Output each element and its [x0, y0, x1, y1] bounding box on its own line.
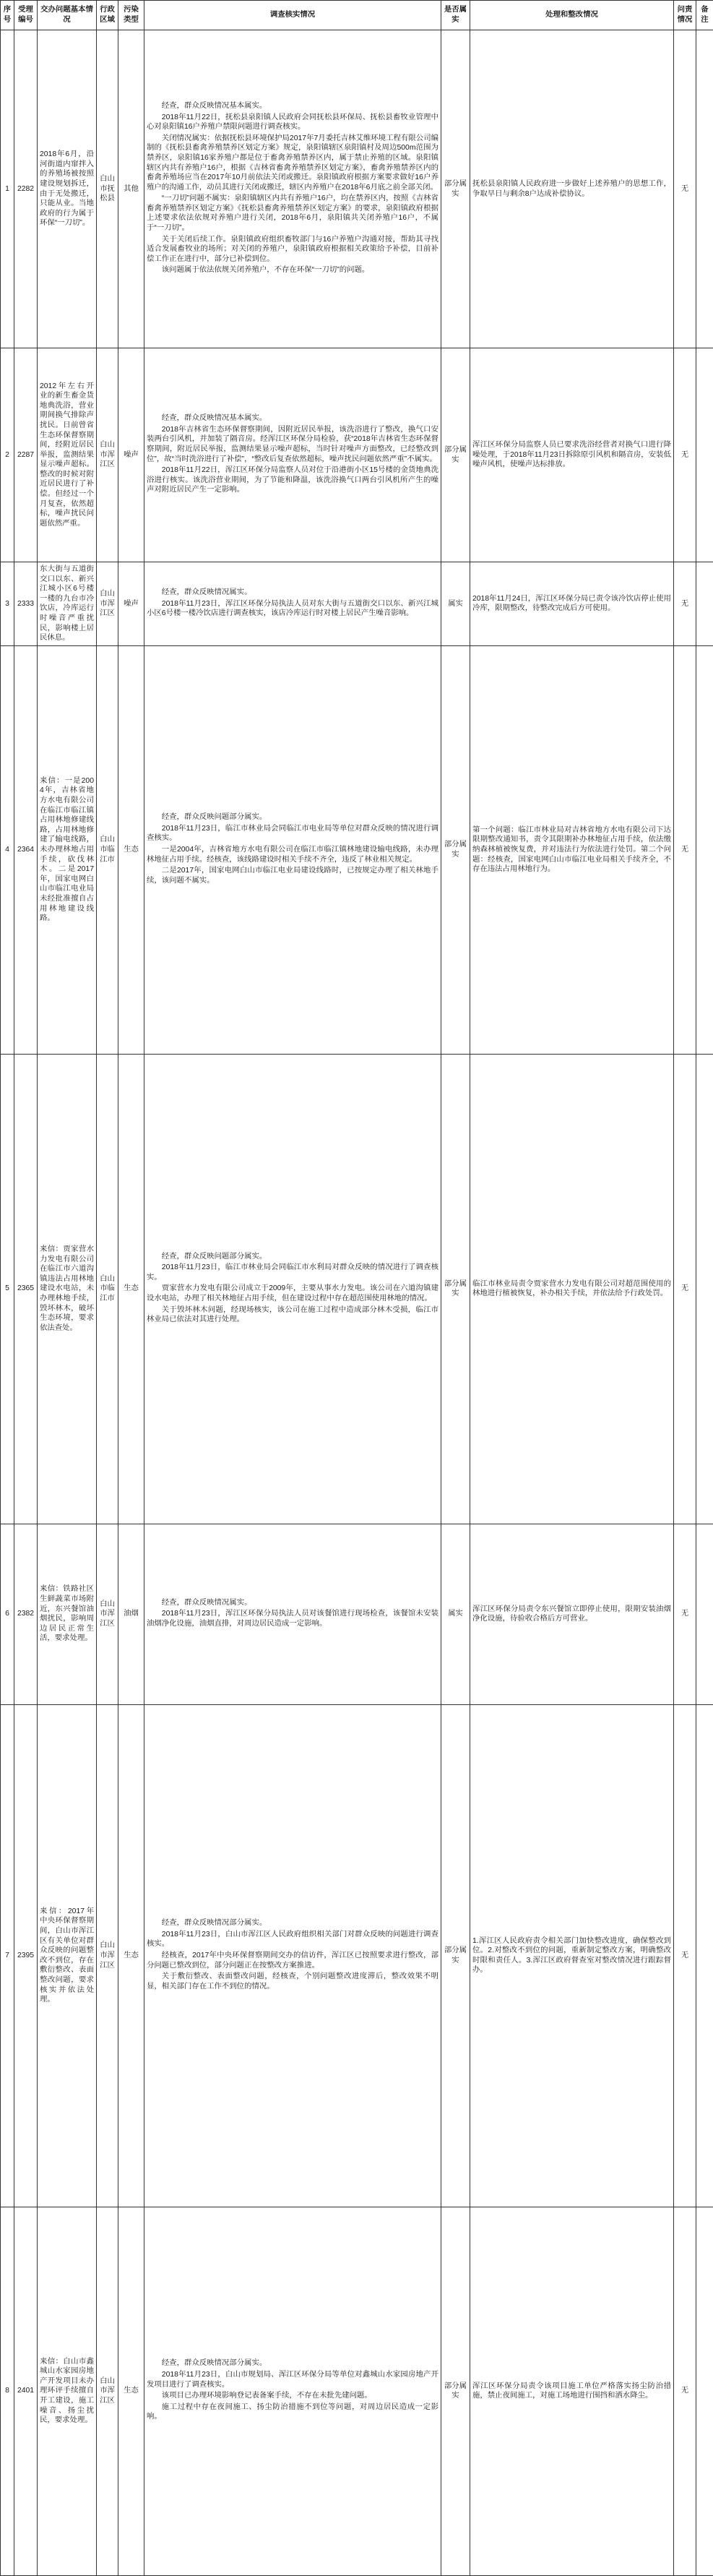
header-accountability: 问责情况 — [674, 1, 696, 30]
cell-findings — [144, 2207, 441, 2575]
header-verified: 是否属实 — [441, 1, 470, 30]
findings-paragraph: 经查，群众反映情况基本属实。 — [147, 101, 438, 111]
cell-id: 2365 — [14, 1054, 38, 1524]
cell-desc: 来信：白山市鑫城山水家园房地产开发项目未办理环评手续擅自开工建设，施工噪音、扬尘扰民，要求处理。 — [38, 2207, 97, 2575]
header-handling: 处理和整改情况 — [470, 1, 674, 30]
findings-paragraph: 二是2017年，国家电网白山市临江电业局建设线路时，已按规定办理了相关林地手续，该问题不属实。 — [147, 866, 438, 885]
findings-paragraph: 该项目已办理环境影响登记表备案手续，不存在未批先建问题。 — [147, 2391, 438, 2401]
cell-findings — [144, 562, 441, 646]
findings-paragraph: 经查，群众反映情况部分属实。 — [147, 2358, 438, 2369]
cell-handling: 2018年11月24日，浑江区环保分局已责令该冷饮店停止使用冷库，限期整改，待整改完成后方可使用。 — [470, 562, 674, 646]
cell-findings — [144, 30, 441, 348]
findings-paragraph: 关于毁坏林木问题，经现场核实，该公司在施工过程中造成部分林木受损，临江市林业局已依法对其进行处理。 — [147, 1305, 438, 1325]
cell-handling: 临江市林业局责令贾家营水力发电有限公司对超范围使用的林地进行植被恢复，补办相关手续，并依法给予行政处罚。 — [470, 1054, 674, 1524]
header-pollution: 污染类型 — [118, 1, 144, 30]
cell-handling: 浑江区环保分局责令该项目施工单位严格落实扬尘防治措施，禁止夜间施工，对施工场地进行围挡和洒水降尘。 — [470, 2207, 674, 2575]
findings-paragraph: 2018年11月22日，抚松县泉阳镇人民政府会同抚松县环保局、抚松县畜牧业管理中心对泉阳镇16户养殖户禁限问题进行调查核实。 — [147, 113, 438, 132]
cell-handling: 抚松县泉阳镇人民政府进一步做好上述养殖户的思想工作，争取早日与剩余8户达成补偿协议。 — [470, 30, 674, 348]
cell-accountability: 无 — [674, 1054, 696, 1524]
header-desc: 交办问题基本情况 — [38, 1, 97, 30]
cell-verified: 部分属实 — [441, 1054, 470, 1524]
cell-seq: 1 — [1, 30, 14, 348]
cell-remarks — [696, 562, 713, 646]
cell-region: 白山市浑江区 — [97, 1704, 118, 2207]
cell-pollution: 油烟 — [118, 1524, 144, 1704]
cell-id: 2333 — [14, 562, 38, 646]
findings-paragraph: 2018年11月23日，白山市规划局、浑江区环保分局等单位对鑫城山水家园房地产开发项目进行了调查核实。 — [147, 2370, 438, 2390]
findings-paragraph: 2018年吉林省生态环保督察期间，因附近居民举报，该洗浴进行了整改，换气口安装两台引风机，并加装了隔音房。经浑江区环保分局检验，获“2018年吉林省生态环保督察期间，附近居民举报，监测结果显示噪声超标，当时针对噪声方面整改，已经整改到位”，故“当时洗浴进行了补偿”，“整改后复查依然超标，噪声扰民问题依然严重”不属实。 — [147, 425, 438, 464]
findings-paragraph: 经查，群众反映问题部分属实。 — [147, 1252, 438, 1262]
cell-desc: 东大街与五道街交口以东、新兴江城小区6号楼一楼的九台市冷饮店，冷库运行时噪音严重扰民，影响楼上居民休息。 — [38, 562, 97, 646]
findings-paragraph: 经查，群众反映问题部分属实。 — [147, 812, 438, 823]
header-id: 受理编号 — [14, 1, 38, 30]
findings-paragraph: 经查，群众反映情况部分属实。 — [147, 1918, 438, 1928]
cell-handling: 浑江区环保分局监察人员已要求洗浴经营者对换气口进行降噪处理，于2018年11月23日拆除原引风机和隔音房，安装低噪声风机，使噪声达标排放。 — [470, 348, 674, 562]
cell-pollution: 生态 — [118, 1704, 144, 2207]
findings-paragraph: 该问题属于依法依规关闭养殖户，不存在环保“一刀切”的问题。 — [147, 265, 438, 275]
header-row — [1, 1, 713, 30]
findings-paragraph: 2018年11月23日，浑江区环保分局执法人员对东大街与五道街交口以东、新兴江城小区6号楼一楼冷饮店进行调查核实，该店冷库运行时对楼上居民产生噪音影响。 — [147, 599, 438, 619]
cell-findings — [144, 348, 441, 562]
findings-paragraph: 2018年11月23日，临江市林业局会同临江市水利局对群众反映的情况进行了调查核实。 — [147, 1263, 438, 1282]
findings-paragraph: 关于敷衍整改、表面整改问题，经核查，个别问题整改进度滞后，整改效果不明显，相关部门存在工作不到位的情况。 — [147, 1972, 438, 1991]
cell-remarks — [696, 645, 713, 1054]
findings-paragraph: 关于关闭后续工作。泉阳镇政府组织畜牧部门与16户养殖户沟通对接，帮助其寻找适合发展畜牧业的场所；对关闭的养殖户，泉阳镇政府根据相关政策给予补偿，目前补偿工作正在进行中，部分已补偿到位。 — [147, 235, 438, 265]
table-row — [1, 562, 713, 646]
cell-verified: 部分属实 — [441, 348, 470, 562]
cell-region: 白山市抚松县 — [97, 30, 118, 348]
cell-remarks — [696, 1704, 713, 2207]
cell-id: 2395 — [14, 1704, 38, 2207]
findings-paragraph: 贾家营水力发电有限公司成立于2009年，主要从事水力发电。该公司在六道沟镇建设水电站，办理了相关林地征占用手续，但在建设过程中存在超范围使用林地的情况。 — [147, 1284, 438, 1303]
cell-remarks — [696, 30, 713, 348]
cell-verified: 部分属实 — [441, 2207, 470, 2575]
findings-paragraph: 经查，群众反映情况属实。 — [147, 588, 438, 598]
cell-seq: 6 — [1, 1524, 14, 1704]
cell-seq: 5 — [1, 1054, 14, 1524]
cell-region: 白山市临江市 — [97, 645, 118, 1054]
findings-paragraph: 2018年11月23日，浑江区环保分局执法人员对该餐馆进行现场检查，该餐馆未安装油烟净化设施，油烟直排，对周边居民造成一定影响。 — [147, 1609, 438, 1628]
cell-findings — [144, 1524, 441, 1704]
cell-region: 白山市浑江区 — [97, 348, 118, 562]
cell-pollution: 生态 — [118, 1054, 144, 1524]
table-row — [1, 30, 713, 348]
findings-paragraph: 经查，群众反映情况属实。 — [147, 1598, 438, 1608]
cell-id: 2364 — [14, 645, 38, 1054]
cell-remarks — [696, 348, 713, 562]
cell-remarks — [696, 1524, 713, 1704]
cell-desc: 2018年6月，沿河街道内窜拌入的养殖场被按照建设规划拆迁，由于无处搬迁，只能从业。当地政府的行为属于环保“一刀切”。 — [38, 30, 97, 348]
cell-findings — [144, 645, 441, 1054]
findings-paragraph: 2018年11月22日，浑江区环保分局监察人员对位于沿港街小区15号楼的金货地典洗浴进行核实。该洗浴营业期间，为了节能和降温，该洗浴换气口两台引风机所产生的噪声对附近居民产生一定影响。 — [147, 465, 438, 495]
cell-verified: 部分属实 — [441, 30, 470, 348]
table-row — [1, 2207, 713, 2575]
cell-seq: 4 — [1, 645, 14, 1054]
cell-handling: 1.浑江区人民政府责令相关部门加快整改进度，确保整改到位。2.对整改不到位的问题，重新制定整改方案，明确整改时限和责任人。3.浑江区政府督查室对整改情况进行跟踪督办。 — [470, 1704, 674, 2207]
cell-findings — [144, 1054, 441, 1524]
cell-desc: 来信：2017年中央环保督察期间，白山市浑江区有关单位对群众反映的问题整改不到位，存在敷衍整改、表面整改问题，要求核实并依法处理。 — [38, 1704, 97, 2207]
cell-desc: 2012年左右开业的新生畜金货地典洗浴，营业期间换气排除声扰民。日前曾省生态环保督察期间，经附近居民举报，监测结果显示噪声超标。整改的时候对附近居民进行了补偿。但经过一个月复查，依然超标，噪声扰民问题依然严重。 — [38, 348, 97, 562]
cell-verified: 属实 — [441, 1524, 470, 1704]
cell-id: 2382 — [14, 1524, 38, 1704]
cell-verified: 部分属实 — [441, 645, 470, 1054]
cell-desc: 来信：贾家营水力发电有限公司在临江市六道沟镇违法占用林地建设水电站，未办理林地手续，毁坏林木，破坏生态环境，要求依法查处。 — [38, 1054, 97, 1524]
cell-accountability: 无 — [674, 562, 696, 646]
cell-verified: 部分属实 — [441, 1704, 470, 2207]
table-row — [1, 348, 713, 562]
cell-region: 白山市浑江区 — [97, 2207, 118, 2575]
cell-pollution: 生态 — [118, 2207, 144, 2575]
findings-paragraph: 经核查，2017年中央环保督察期间交办的信访件，浑江区已按照要求进行整改，部分问题已整改到位，部分问题正在按整改方案推进。 — [147, 1951, 438, 1970]
cell-findings — [144, 1704, 441, 2207]
header-remarks: 备注 — [696, 1, 713, 30]
cell-seq: 8 — [1, 2207, 14, 2575]
header-findings: 调查核实情况 — [144, 1, 441, 30]
findings-paragraph: 经查，群众反映情况基本属实。 — [147, 413, 438, 424]
table-row — [1, 1054, 713, 1524]
cell-seq: 7 — [1, 1704, 14, 2207]
cell-accountability: 无 — [674, 645, 696, 1054]
findings-paragraph: 2018年11月23日，临江市林业局会同临江市电业局等单位对群众反映的情况进行调查核实。 — [147, 824, 438, 843]
cell-accountability: 无 — [674, 30, 696, 348]
table-row — [1, 645, 713, 1054]
cell-desc: 来信：一是2004年，吉林省地方水电有限公司在临江市临江镇占用林地修建线路，占用林地修建了输电线路，未办理林地占用手续，砍伐林木。二是2017年，国家电网白山市临江电业局未经批准擅自占用林地建设线路。 — [38, 645, 97, 1054]
table-row — [1, 1524, 713, 1704]
header-region: 行政区域 — [97, 1, 118, 30]
findings-paragraph: 关闭情况属实：依据抚松县环境保护局2017年7月委托吉林艾维环境工程有限公司编制的《抚松县畜禽养殖禁养区划定方案》规定，泉阳镇辖区泉阳镇村及周边500m范围为禁养区，泉阳镇16家养殖户都是位于畜禽养殖禁养区内，属于禁止养殖的区域。泉阳镇辖区内共有养殖户16户，根据《吉林省畜禽养殖禁养区划定方案》，畜禽养殖禁养区内的畜禽养殖场应当在2017年10月前依法关闭或搬迁。泉阳镇政府根据方案要求做好16户养殖户的沟通工作，动员其进行关闭或搬迁，辖区内养殖户在2018年6月底之前全部关闭。 — [147, 134, 438, 193]
cell-pollution: 噪声 — [118, 562, 144, 646]
cell-desc: 来信：铁路社区生鲜蔬菜市场附近，东兴餐馆油烟扰民，影响周边居民正常生活，要求处理。 — [38, 1524, 97, 1704]
cell-region: 白山市浑江区 — [97, 1524, 118, 1704]
cell-region: 白山市临江市 — [97, 1054, 118, 1524]
cell-id: 2287 — [14, 348, 38, 562]
header-seq: 序号 — [1, 1, 14, 30]
cell-handling: 第一个问题：临江市林业局对吉林省地方水电有限公司下达限期整改通知书，责令其限期补办林地征占用手续，依法缴纳森林植被恢复费，并对违法行为依法进行处罚。第二个问题：经核查，国家电网白山市临江电业局相关手续齐全，不存在违法占用林地行为。 — [470, 645, 674, 1054]
cell-id: 2282 — [14, 30, 38, 348]
findings-paragraph: 2018年11月23日，白山市浑江区人民政府组织相关部门对群众反映的问题进行调查核实。 — [147, 1930, 438, 1949]
cell-accountability: 无 — [674, 1704, 696, 2207]
cell-remarks — [696, 2207, 713, 2575]
cell-seq: 3 — [1, 562, 14, 646]
findings-paragraph: 施工过程中存在夜间施工、扬尘防治措施不到位等问题，对周边居民造成一定影响。 — [147, 2403, 438, 2422]
cell-pollution: 噪声 — [118, 348, 144, 562]
cell-seq: 2 — [1, 348, 14, 562]
findings-paragraph: 一是2004年，吉林省地方水电有限公司在临江市临江镇林地建设输电线路，未办理林地征占用手续。经核查，该线路建设时相关手续不齐全，违反了林业相关规定。 — [147, 845, 438, 864]
cell-verified: 属实 — [441, 562, 470, 646]
findings-paragraph: “一刀切”问题不属实：泉阳镇辖区内共有养殖户16户，均在禁养区内，按照《吉林省畜禽养殖禁养区划定方案》《抚松县畜禽养殖禁养区划定方案》的要求，泉阳镇政府根据上述要求依法依规对养殖户进行关闭，2018年6月，泉阳镇共关闭养殖户16户，不属于“一刀切”。 — [147, 194, 438, 233]
cell-pollution: 生态 — [118, 645, 144, 1054]
cell-remarks — [696, 1054, 713, 1524]
cell-id: 2401 — [14, 2207, 38, 2575]
cell-accountability: 无 — [674, 1524, 696, 1704]
table-row — [1, 1704, 713, 2207]
cell-region: 白山市浑江区 — [97, 562, 118, 646]
cell-accountability: 无 — [674, 348, 696, 562]
cell-handling: 浑江区环保分局责令东兴餐馆立即停止使用，限期安装油烟净化设施，待验收合格后方可营业。 — [470, 1524, 674, 1704]
cell-accountability: 无 — [674, 2207, 696, 2575]
cell-pollution: 其他 — [118, 30, 144, 348]
